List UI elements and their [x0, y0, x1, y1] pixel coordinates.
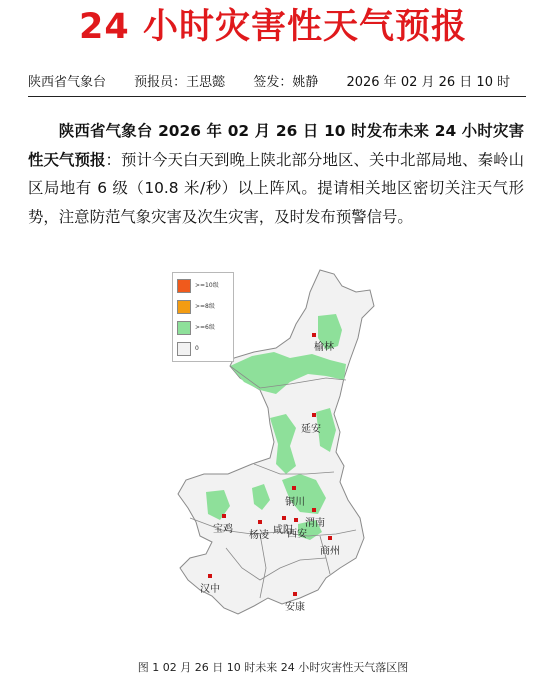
forecaster-label: 预报员：王思懿: [134, 75, 226, 90]
issued-time: 2026 年 02 月 26 日 10 时: [346, 75, 511, 90]
city-marker-tongchuan: [292, 486, 296, 490]
legend-swatch-8: [177, 300, 191, 314]
issuer-label: 陕西省气象台: [28, 75, 107, 90]
city-label-yangling: 杨凌: [249, 530, 269, 541]
legend-label-0: 0: [195, 345, 199, 352]
legend-item-8: [177, 300, 233, 314]
legend-item-6: [177, 321, 233, 335]
bulletin-body: ：预计今天白天到晚上陕北部分地区、关中北部局地、秦岭山区局地有 6 级（10.8 米/秒）以上阵风。提请相关地区密切关注天气形势，注意防范气象灾害及次生灾害，及时发布预警信号。: [28, 150, 524, 226]
city-marker-xian: [294, 518, 298, 522]
city-marker-ankang: [293, 592, 297, 596]
bulletin-meta: [28, 74, 526, 92]
city-marker-yulin: [312, 333, 316, 337]
legend-label-10: >=10级: [195, 282, 219, 289]
city-marker-yangling: [258, 520, 262, 524]
legend-swatch-0: [177, 342, 191, 356]
city-label-yulin: 榆林: [314, 342, 334, 353]
legend-swatch-6: [177, 321, 191, 335]
city-marker-baoji: [222, 514, 226, 518]
city-label-tongchuan: 铜川: [285, 497, 305, 508]
city-label-xian: 西安: [287, 529, 307, 540]
city-label-xianyang: 咸阳: [273, 525, 293, 536]
signer-label: 签发：姚静: [253, 75, 319, 90]
city-marker-weinan: [312, 508, 316, 512]
city-marker-shangzhou: [328, 536, 332, 540]
city-label-shangzhou: 商州: [320, 546, 340, 557]
city-label-hanzhong: 汉中: [200, 584, 220, 595]
figure-caption: 图 1 02 月 26 日 10 时未来 24 小时灾害性天气落区图: [137, 661, 409, 674]
city-marker-xianyang: [282, 516, 286, 520]
city-marker-hanzhong: [208, 574, 212, 578]
legend-swatch-10: [177, 279, 191, 293]
city-label-baoji: 宝鸡: [213, 524, 233, 535]
legend-item-0: [177, 342, 233, 356]
map-legend: [172, 272, 234, 362]
city-marker-yanan: [312, 413, 316, 417]
legend-item-10: [177, 279, 233, 293]
page-title: 24 小时灾害性天气预报: [79, 7, 467, 47]
legend-label-8: >=8级: [195, 303, 215, 310]
header-divider: [28, 96, 526, 97]
city-label-weinan: 渭南: [305, 518, 325, 529]
bulletin-paragraph: [28, 117, 524, 231]
city-label-yanan: 延安: [301, 424, 321, 435]
legend-label-6: >=6级: [195, 324, 215, 331]
city-label-ankang: 安康: [285, 602, 305, 613]
bulletin-lead: 陕西省气象台 2026 年 02 月 26 日 10 时发布未来 24 小时灾害性天气预报: [28, 122, 524, 169]
